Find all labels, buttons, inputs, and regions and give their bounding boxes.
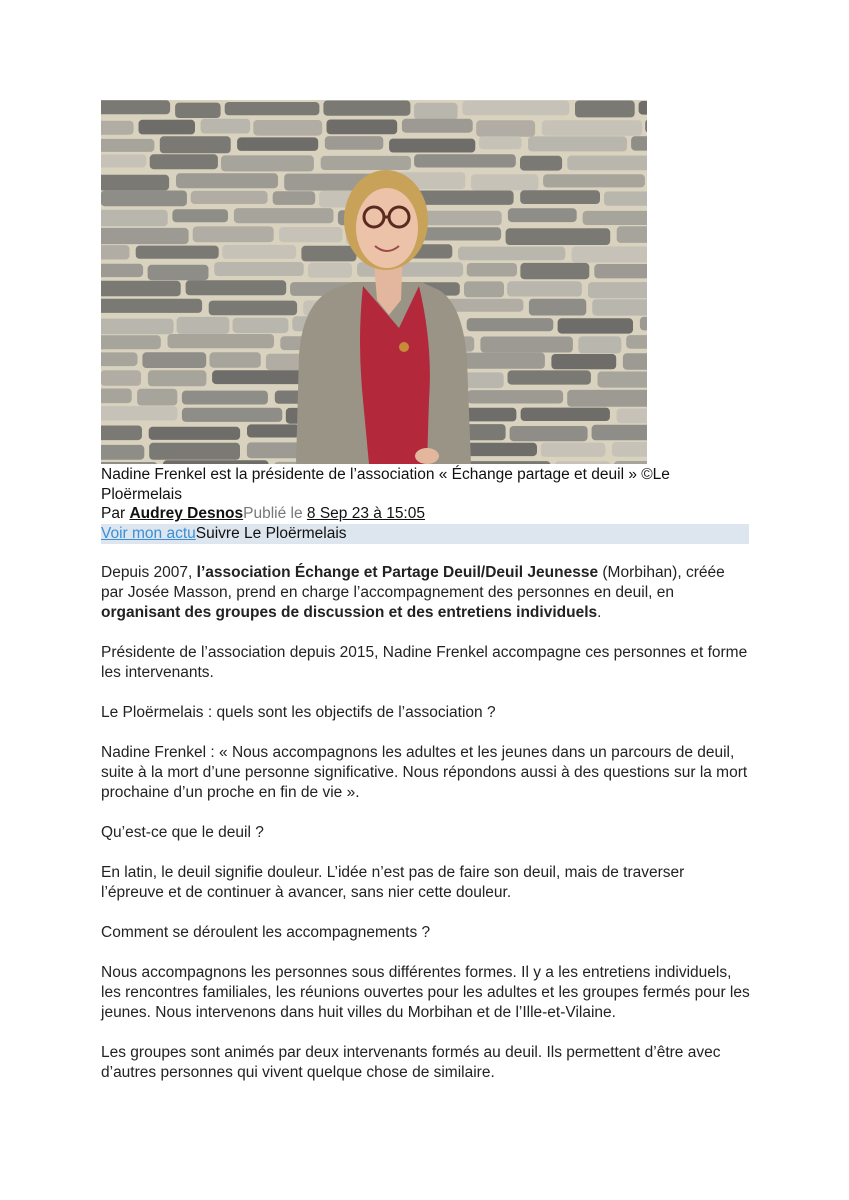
follow-bar <box>101 524 749 544</box>
byline-prefix: Par <box>101 505 130 522</box>
paragraph-intro: Depuis 2007, l’association Échange et Partage Deuil/Deuil Jeunesse (Morbihan), créée par Josée Masson, prend en charge l’accompagnement des personnes en deuil, en organisant des groupes de discussion et des entretiens individuels. <box>101 564 725 621</box>
byline <box>101 504 751 524</box>
question: Le Ploërmelais : quels sont les objectifs de l’association ? <box>101 704 496 721</box>
see-my-news-link[interactable]: Voir mon actu <box>101 525 196 542</box>
question: Comment se déroulent les accompagnements ? <box>101 924 431 941</box>
paragraph: Nous accompagnons les personnes sous différentes formes. Il y a les entretiens individuels, les rencontres familiales, les réunions ouvertes pour les adultes et les groupes fermés pour les jeunes. Nous intervenons dans huit villes du Morbihan et de l’Ille-et-Vilaine. <box>101 964 750 1021</box>
follow-button[interactable]: Suivre Le Ploërmelais <box>195 525 347 542</box>
paragraph: Nadine Frenkel : « Nous accompagnons les adultes et les jeunes dans un parcours de deuil, suite à la mort d’une personne significative. Nous répondons aussi à des questions sur la mort prochaine d’un proche en fin de vie ». <box>101 744 748 801</box>
article-body <box>101 563 751 1103</box>
article-photo <box>101 100 647 464</box>
question: Qu’est-ce que le deuil ? <box>101 824 264 841</box>
photo-woman-stone-wall <box>101 100 647 464</box>
author-link[interactable]: Audrey Desnos <box>129 505 244 522</box>
paragraph: En latin, le deuil signifie douleur. L’idée n’est pas de faire son deuil, mais de traverser l’épreuve et de continuer à avancer, sans nier cette douleur. <box>101 864 685 901</box>
photo-caption: Nadine Frenkel est la présidente de l’association « Échange partage et deuil » ©Le Ploërmelais <box>101 466 670 503</box>
publish-date: 8 Sep 23 à 15:05 <box>306 505 425 522</box>
paragraph: Présidente de l’association depuis 2015, Nadine Frenkel accompagne ces personnes et forme les intervenants. <box>101 644 748 681</box>
published-label: Publié le <box>243 505 307 522</box>
paragraph: Les groupes sont animés par deux intervenants formés au deuil. Ils permettent d’être avec d’autres personnes qui vivent quelque chose de similaire. <box>101 1044 721 1081</box>
